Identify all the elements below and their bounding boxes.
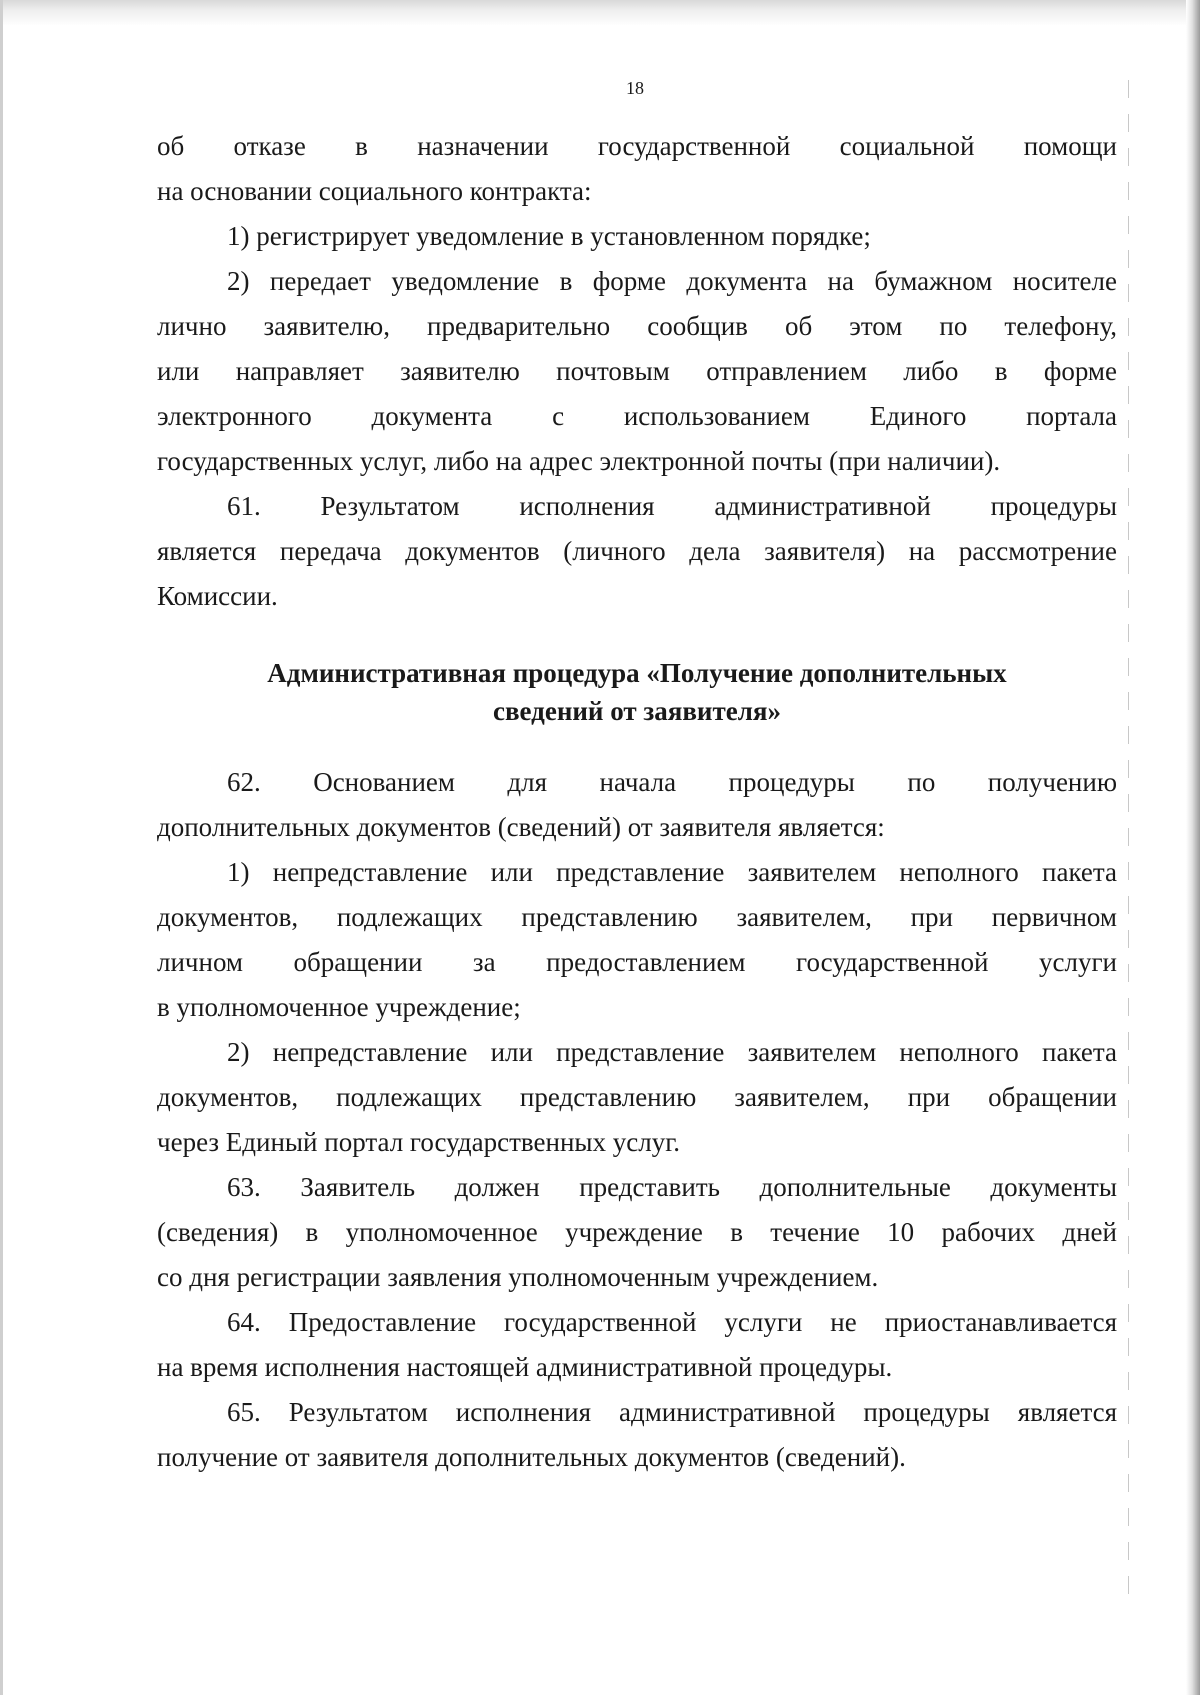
text-line: (сведения) в уполномоченное учреждение в течение 10 рабочих дней	[157, 1217, 1117, 1247]
scan-edge-right	[1186, 0, 1200, 1695]
text-line: на время исполнения настоящей административной процедуры.	[157, 1352, 893, 1382]
text-line: 1) непредставление или представление заявителем неполного пакета	[227, 857, 1117, 887]
text-line: 61. Результатом исполнения административной процедуры	[227, 491, 1117, 521]
text-line: 2) передает уведомление в форме документа на бумажном носителе	[227, 266, 1117, 296]
text-line: Комиссии.	[157, 581, 278, 611]
margin-rule	[1128, 80, 1129, 1600]
text-line: документов, подлежащих представлению заявителем, при обращении	[157, 1082, 1117, 1112]
text-line: или направляет заявителю почтовым отправлением либо в форме	[157, 356, 1117, 386]
text-line: 2) непредставление или представление заявителем неполного пакета	[227, 1037, 1117, 1067]
text-line: через Единый портал государственных услуг.	[157, 1127, 681, 1157]
paragraph-block-1	[157, 124, 1117, 619]
text-line: 65. Результатом исполнения административной процедуры является	[227, 1397, 1117, 1427]
page-number: 18	[626, 78, 644, 98]
text-line: 1) регистрирует уведомление в установленном порядке;	[227, 221, 871, 251]
text-line: со дня регистрации заявления уполномоченным учреждением.	[157, 1262, 879, 1292]
section-heading	[157, 654, 1117, 730]
text-line: получение от заявителя дополнительных документов (сведений).	[157, 1442, 906, 1472]
text-line: 64. Предоставление государственной услуги не приостанавливается	[227, 1307, 1117, 1337]
text-line: государственных услуг, либо на адрес электронной почты (при наличии).	[157, 446, 1001, 476]
text-line: является передача документов (личного дела заявителя) на рассмотрение	[157, 536, 1117, 566]
text-line: электронного документа с использованием Единого портала	[157, 401, 1117, 431]
text-line: об отказе в назначении государственной социальной помощи	[157, 131, 1117, 161]
paragraph-block-2	[157, 760, 1117, 1480]
text-line: в уполномоченное учреждение;	[157, 992, 521, 1022]
text-line: документов, подлежащих представлению заявителем, при первичном	[157, 902, 1117, 932]
text-line: личном обращении за предоставлением государственной услуги	[157, 947, 1117, 977]
text-line: 62. Основанием для начала процедуры по получению	[227, 767, 1117, 797]
heading-line: сведений от заявителя»	[492, 696, 781, 726]
scan-edge-left	[0, 0, 3, 1695]
text-line: 63. Заявитель должен представить дополнительные документы	[227, 1172, 1117, 1202]
text-line: лично заявителю, предварительно сообщив об этом по телефону,	[157, 311, 1117, 341]
scan-edge-top	[0, 0, 1200, 26]
heading-line: Административная процедура «Получение дополнительных	[267, 658, 1007, 688]
text-line: на основании социального контракта:	[157, 176, 592, 206]
text-line: дополнительных документов (сведений) от заявителя является:	[157, 812, 885, 842]
